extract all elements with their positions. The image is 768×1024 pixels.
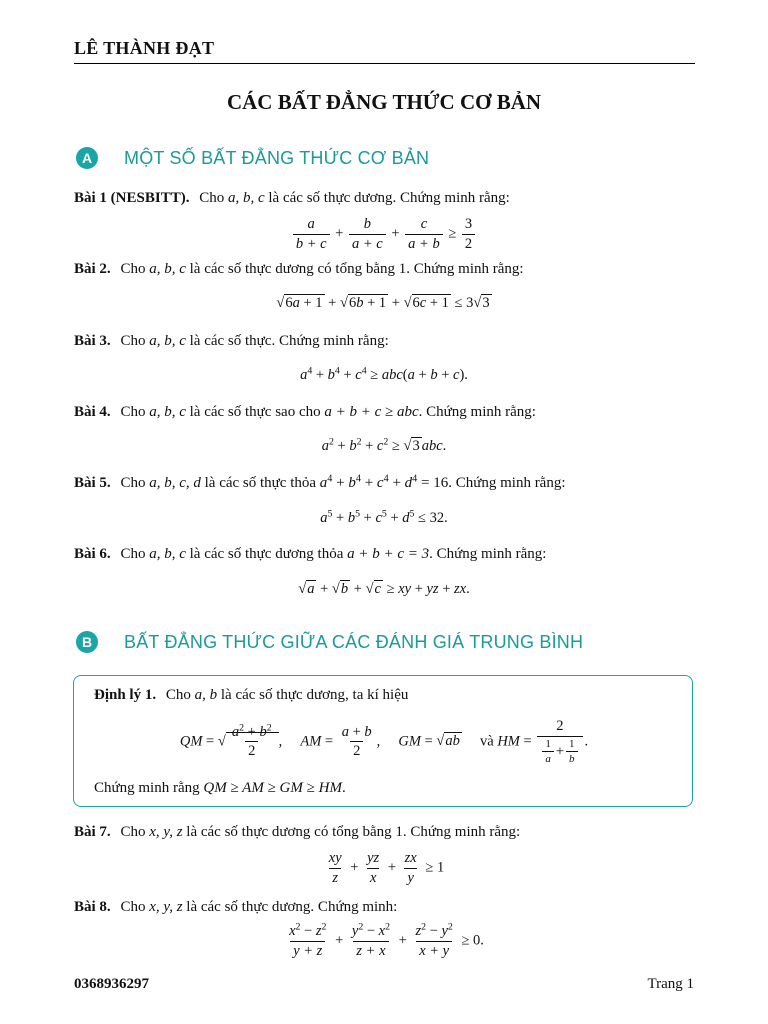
theorem-1-label: Định lý 1. <box>94 687 157 703</box>
problem-8-pre: Cho <box>120 899 146 915</box>
theorem-conclusion-formula: QM ≥ AM ≥ GM ≥ HM <box>203 780 342 796</box>
formula-7: $\frac{xy}{z}$ + $\frac{yz}{x}$ + $\frac{zx}{y}$ ≥ 1 <box>328 850 445 886</box>
page-title: CÁC BẤT ĐẲNG THỨC CƠ BẢN <box>226 90 542 114</box>
section-a-badge: A <box>76 147 98 169</box>
problem-1-text: là các số thực dương. Chứng minh rằng: <box>268 190 510 206</box>
formula-6: √a + √b + √c ≥ xy + yz + zx. <box>298 581 470 597</box>
problem-6-text: . Chứng minh rằng: <box>429 546 547 562</box>
formula-2: √6a + 1 + √6b + 1 + √6c + 1 ≤ 3√3 <box>276 295 490 311</box>
problem-2-text: là các số thực dương có tổng bằng 1. Chứng minh rằng: <box>189 261 524 277</box>
problem-4-text: . Chứng minh rằng: <box>418 404 536 420</box>
theorem-1 <box>94 687 408 704</box>
problem-2-vars: a, b, c <box>149 261 186 277</box>
problem-6 <box>74 546 546 563</box>
problem-5-mid: là các số thực thỏa <box>204 475 317 491</box>
problem-6-label: Bài 6. <box>74 546 111 562</box>
formula-8: $\frac{x^2 - z^2}{y + z}$ + $\frac{y^2 - x^2}{z + x}$ + $\frac{z^2 - y^2}{x + y}$ ≥ 0. <box>289 921 484 959</box>
section-a-title: MỘT SỐ BẤT ĐẲNG THỨC CƠ BẢN <box>124 147 430 168</box>
theorem-conclusion <box>94 780 346 797</box>
problem-8-vars: x, y, z <box>149 899 183 915</box>
problem-5-label: Bài 5. <box>74 475 111 491</box>
formula-3: $a^4 + b^4 + c^4 \ge abc(a + b + c)$. <box>300 365 468 383</box>
section-b-title: BẤT ĐẲNG THỨC GIỮA CÁC ĐÁNH GIÁ TRUNG BÌNH <box>124 631 584 652</box>
problem-4-vars: a, b, c <box>149 404 186 420</box>
header-divider <box>74 63 695 64</box>
problem-7 <box>74 824 520 841</box>
theorem-1-vars: a, b <box>194 687 218 703</box>
section-a-heading <box>76 147 429 169</box>
problem-1 <box>74 190 510 207</box>
formula-4: $a^2 + b^2 + c^2 \ge √3$ abc. <box>321 436 447 454</box>
problem-1-label: Bài 1 (NESBITT). <box>74 190 190 206</box>
formula-5: $a^5 + b^5 + c^5 + d^5 \le 32$. <box>320 508 448 526</box>
problem-2-pre: Cho <box>120 261 146 277</box>
problem-6-vars: a, b, c <box>149 546 186 562</box>
problem-8-text: là các số thực dương. Chứng minh: <box>186 899 398 915</box>
problem-5-text: . Chứng minh rằng: <box>448 475 566 491</box>
theorem-1-text: là các số thực dương, ta kí hiệu <box>220 687 409 703</box>
problem-4-mid: là các số thực sao cho <box>189 404 321 420</box>
problem-5-pre: Cho <box>120 475 146 491</box>
author-header: LÊ THÀNH ĐẠT <box>74 38 215 58</box>
problem-3-pre: Cho <box>120 333 146 349</box>
problem-5 <box>74 475 566 492</box>
problem-7-pre: Cho <box>120 824 146 840</box>
problem-5-condition: $a^4 + b^4 + c^4 + d^4 = 16$ <box>319 473 449 491</box>
theorem-1-pre: Cho <box>165 687 191 703</box>
problem-2-label: Bài 2. <box>74 261 111 277</box>
problem-8-label: Bài 8. <box>74 899 111 915</box>
section-b-badge: B <box>76 631 98 653</box>
problem-8 <box>74 899 397 916</box>
problem-4-condition: a + b + c ≥ abc <box>324 404 419 420</box>
problem-4 <box>74 404 536 421</box>
problem-3-label: Bài 3. <box>74 333 111 349</box>
section-b-heading <box>76 631 583 653</box>
problem-7-vars: x, y, z <box>149 824 183 840</box>
theorem-conclusion-pre: Chứng minh rằng <box>94 780 200 796</box>
problem-1-pre: Cho <box>199 190 225 206</box>
footer-phone: 0368936297 <box>74 976 149 992</box>
problem-3-vars: a, b, c <box>149 333 186 349</box>
theorem-conclusion-post: . <box>341 780 346 796</box>
problem-4-label: Bài 4. <box>74 404 111 420</box>
problem-7-label: Bài 7. <box>74 824 111 840</box>
footer-page-number: Trang 1 <box>647 976 694 992</box>
problem-5-vars: a, b, c, d <box>149 475 201 491</box>
problem-4-pre: Cho <box>120 404 146 420</box>
problem-7-text: là các số thực dương có tổng bằng 1. Chứng minh rằng: <box>186 824 521 840</box>
theorem-and-word: và <box>480 733 494 750</box>
formula-1: $\frac{a}{b + c}$ + $\frac{b}{a + c}$ + $\frac{c}{a + b}$ ≥ $\frac{3}{2}$ <box>0 216 768 252</box>
problem-3 <box>74 333 389 350</box>
problem-3-text: là các số thực. Chứng minh rằng: <box>189 333 389 349</box>
problem-1-vars: a, b, c <box>227 190 265 206</box>
problem-6-condition: a + b + c = 3 <box>347 546 430 562</box>
theorem-formulas: QM = √ $\frac{a^2 + b^2}{2}$ , AM = $\frac{a + b}{2}$ , GM = √ab và HM = 2 $\frac{1}{a}$ + $\frac{1}{b}$ . <box>179 718 589 766</box>
problem-6-mid: là các số thực dương thỏa <box>189 546 344 562</box>
problem-2 <box>74 261 524 278</box>
problem-6-pre: Cho <box>120 546 146 562</box>
